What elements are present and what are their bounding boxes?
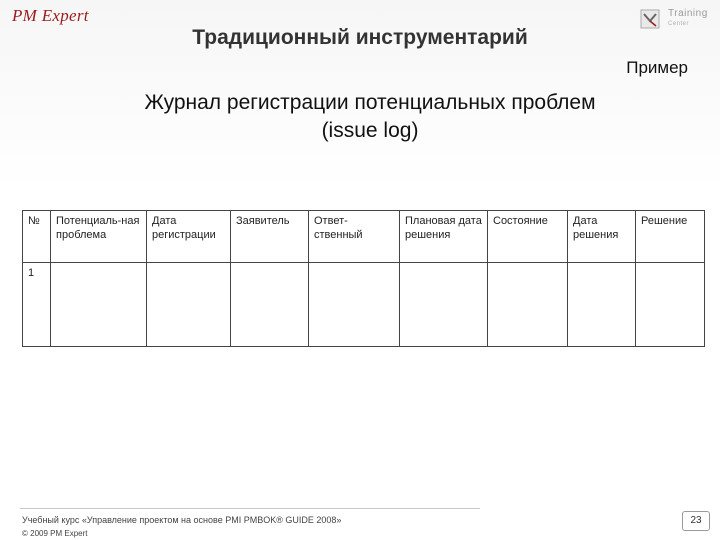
column-header-potential-issue: Потенциаль-ная проблема — [51, 211, 147, 263]
table-cell — [568, 263, 636, 347]
column-header-number: № — [23, 211, 51, 263]
column-header-status: Состояние — [488, 211, 568, 263]
example-label: Пример — [626, 58, 688, 77]
column-header-requester: Заявитель — [231, 211, 309, 263]
table-cell — [636, 263, 705, 347]
footer-course-text: Учебный курс «Управление проектом на основе PMI PMBOK® GUIDE 2008» — [22, 515, 342, 525]
table-cell: 1 — [23, 263, 51, 347]
table-cell — [400, 263, 488, 347]
slide-subtitle — [60, 89, 680, 145]
table-cell — [309, 263, 400, 347]
slide-title: Традиционный инструментарий — [192, 26, 528, 49]
brand-logo-text: PM Expert — [12, 6, 89, 25]
issue-log-table — [22, 210, 705, 347]
footer-copyright: © 2009 PM Expert — [22, 529, 88, 538]
column-header-resolution: Решение — [636, 211, 705, 263]
table-cell — [147, 263, 231, 347]
table-cell — [488, 263, 568, 347]
column-header-planned-resolution-date: Плановая дата решения — [400, 211, 488, 263]
table-cell — [231, 263, 309, 347]
table-cell — [51, 263, 147, 347]
subtitle-line-2: (issue log) — [321, 119, 419, 142]
column-header-resolution-date: Дата решения — [568, 211, 636, 263]
footer-divider — [20, 508, 480, 509]
page-number: 23 — [682, 511, 710, 531]
logo-text-line2: Center — [668, 21, 690, 27]
table-row — [23, 263, 705, 347]
logo-text-line1: Training — [668, 8, 708, 19]
subtitle-line-1: Журнал регистрации потенциальных проблем — [144, 91, 596, 114]
column-header-registration-date: Дата регистрации — [147, 211, 231, 263]
table-header-row — [23, 211, 705, 263]
column-header-responsible: Ответ-ственный — [309, 211, 400, 263]
